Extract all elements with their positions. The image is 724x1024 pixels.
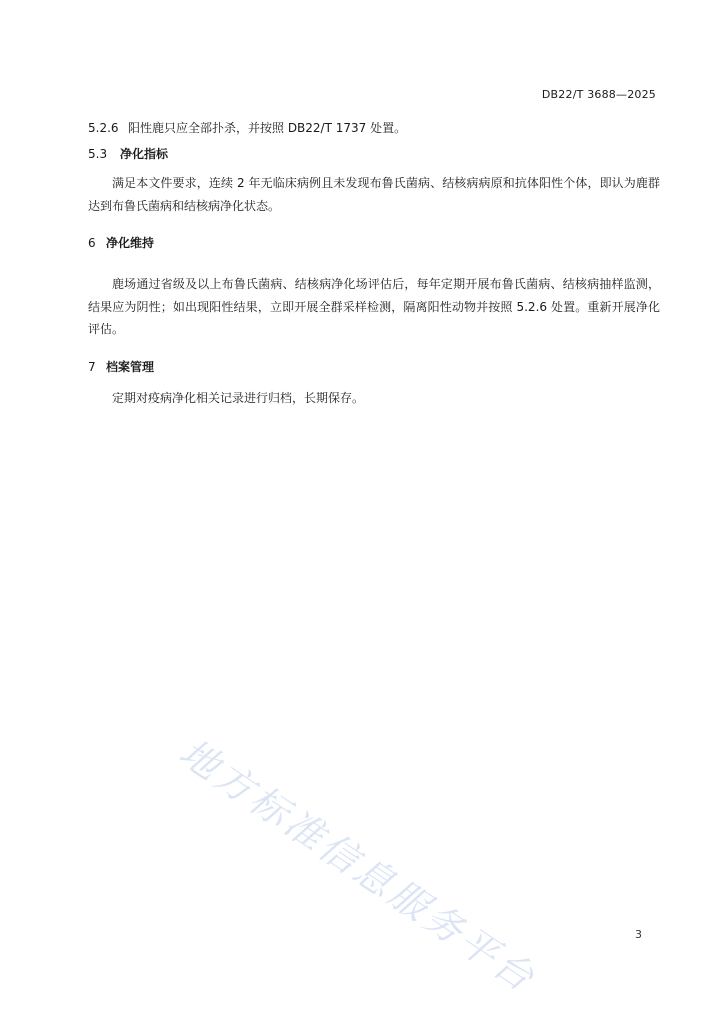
heading-number: 5.3 bbox=[88, 147, 108, 161]
document-code: DB22/T 3688—2025 bbox=[541, 88, 656, 101]
heading-number: 7 bbox=[88, 359, 96, 374]
clause-text: 阳性鹿只应全部扑杀，并按照 DB22/T 1737 处置。 bbox=[128, 121, 407, 135]
paragraph-5-3: 满足本文件要求，连续 2 年无临床病例且未发现布鲁氏菌病、结核病病原和抗体阳性个体，即认为鹿群达到布鲁氏菌病和结核病净化状态。 bbox=[88, 176, 660, 213]
heading-7 bbox=[88, 357, 660, 377]
paragraph-7: 定期对疫病净化相关记录进行归档，长期保存。 bbox=[112, 390, 365, 405]
heading-5-3 bbox=[88, 144, 660, 164]
document-body bbox=[88, 118, 660, 409]
paragraph-6: 鹿场通过省级及以上布鲁氏菌病、结核病净化场评估后，每年定期开展布鲁氏菌病、结核病抽样监测，结果应为阴性；如出现阳性结果，立即开展全群采样检测，隔离阳性动物并按照 5.2.6 处置。重新开展净化评估。 bbox=[88, 277, 660, 336]
clause-5-2-6 bbox=[88, 118, 660, 138]
heading-6 bbox=[88, 233, 660, 253]
watermark: 地方标准信息服务平台 bbox=[171, 730, 545, 1002]
heading-title: 净化指标 bbox=[120, 147, 169, 161]
heading-title: 档案管理 bbox=[106, 359, 155, 374]
heading-number: 6 bbox=[88, 236, 96, 250]
clause-number: 5.2.6 bbox=[88, 121, 119, 135]
heading-title: 净化维持 bbox=[106, 236, 155, 250]
page-number: 3 bbox=[635, 928, 642, 941]
